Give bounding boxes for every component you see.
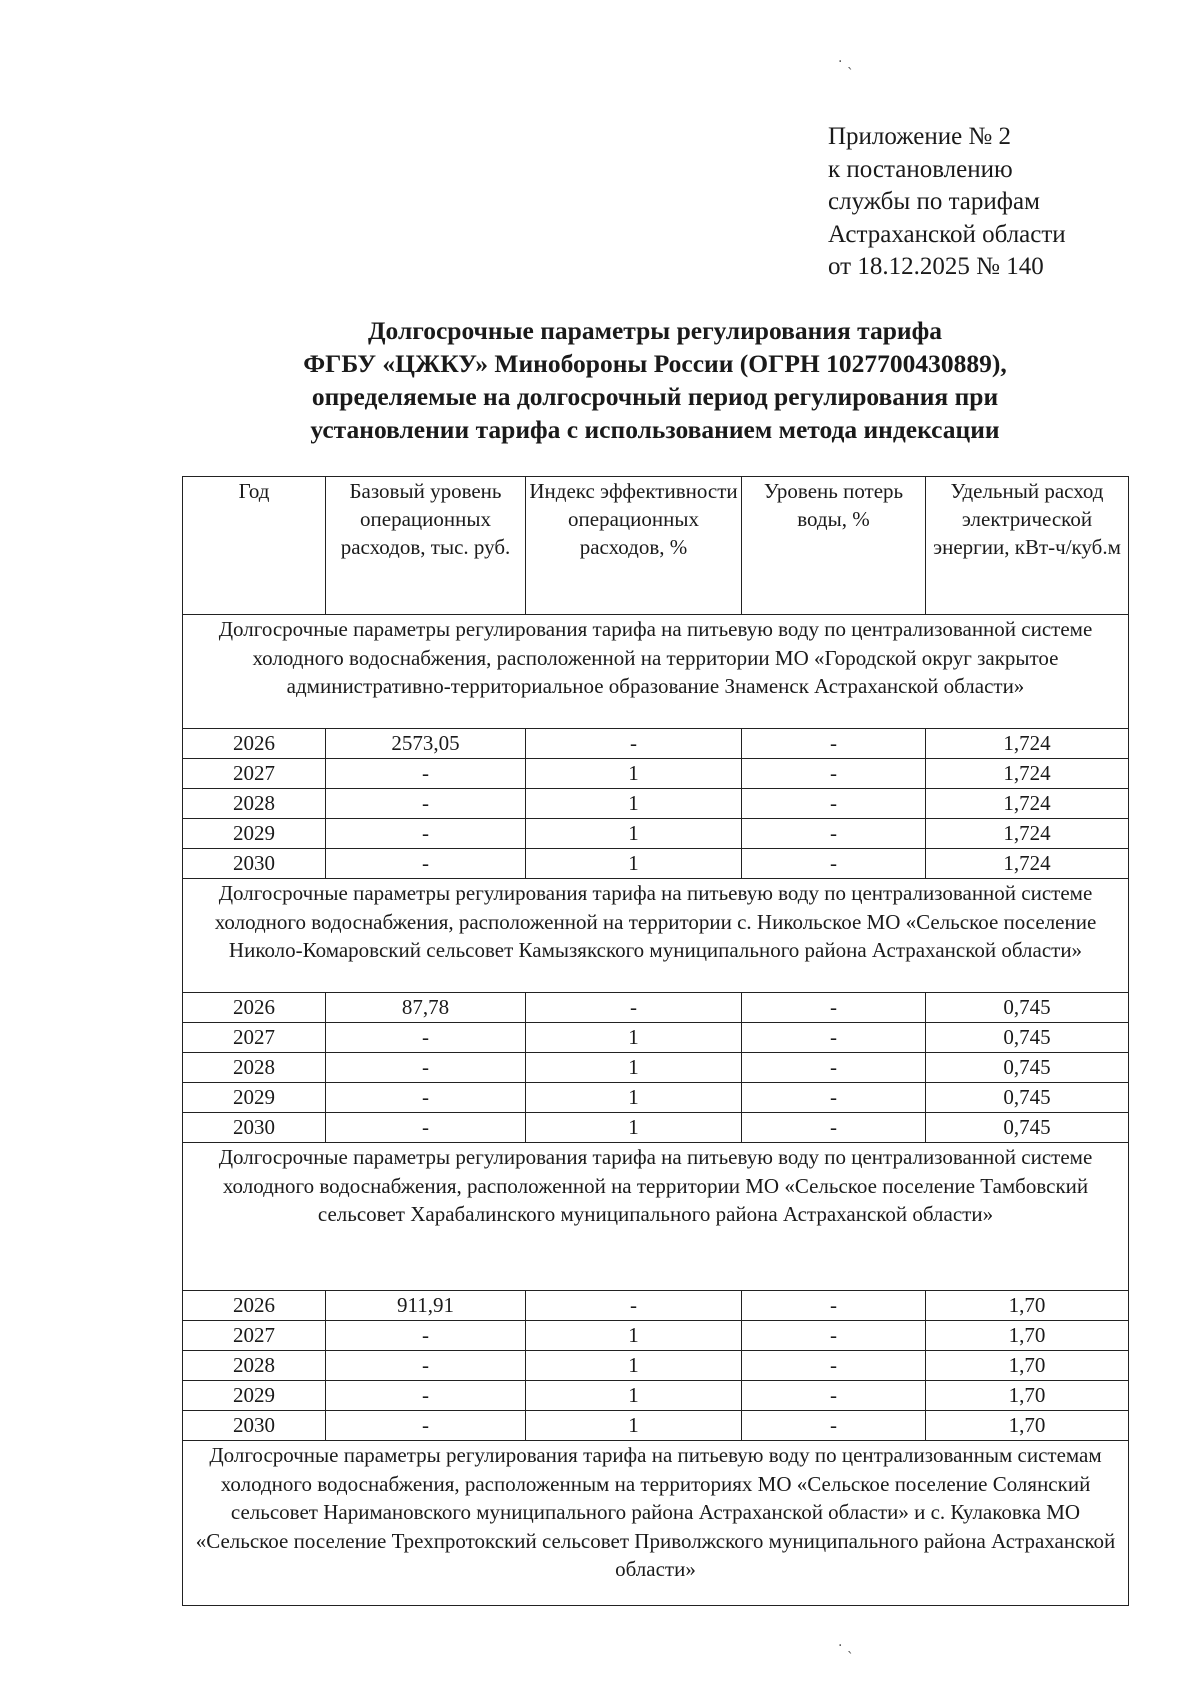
table-row	[183, 789, 1129, 819]
table-cell: 2026	[183, 1291, 326, 1321]
table-cell: 1	[526, 1053, 742, 1083]
table-cell: -	[326, 1113, 526, 1143]
table-cell: 2027	[183, 1321, 326, 1351]
table-cell: -	[326, 1023, 526, 1053]
table-cell: -	[742, 1113, 926, 1143]
table-cell: 2029	[183, 819, 326, 849]
table-cell: 1	[526, 1113, 742, 1143]
table-cell: -	[742, 1023, 926, 1053]
table-cell: -	[742, 1083, 926, 1113]
title-line: Долгосрочные параметры регулирования тарифа	[367, 316, 942, 345]
appendix-line: службы по тарифам	[828, 188, 1040, 215]
header-year: Год	[183, 477, 326, 615]
table-cell: 1	[526, 789, 742, 819]
table-cell: 1,70	[926, 1411, 1129, 1441]
table-cell: -	[326, 1083, 526, 1113]
table-cell: 1,724	[926, 849, 1129, 879]
table-cell: -	[742, 819, 926, 849]
table-cell: 87,78	[326, 993, 526, 1023]
appendix-line: Астраханской области	[828, 220, 1066, 248]
table-cell: 2028	[183, 1053, 326, 1083]
table-cell: 1,724	[926, 789, 1129, 819]
table-cell: 1,70	[926, 1291, 1129, 1321]
table-cell: 2029	[183, 1083, 326, 1113]
header-water-loss: Уровень потерь воды, %	[742, 477, 926, 615]
table-cell: -	[326, 1053, 526, 1083]
table-cell: -	[326, 1411, 526, 1441]
table-cell: 2030	[183, 1113, 326, 1143]
table-cell: 1,724	[926, 759, 1129, 789]
table-cell: -	[326, 1381, 526, 1411]
table-row	[183, 1291, 1129, 1321]
table-cell: 0,745	[926, 993, 1129, 1023]
table-cell: 1,70	[926, 1321, 1129, 1351]
table-cell: 911,91	[326, 1291, 526, 1321]
table-row	[183, 1023, 1129, 1053]
table-cell: 1	[526, 1351, 742, 1381]
appendix-line: Приложение № 2	[828, 123, 1012, 150]
scan-speck: · ˎ	[838, 54, 854, 70]
section-caption: Долгосрочные параметры регулирования тарифа на питьевую воду по централизованной системе холодного водоснабжения, расположенной на территории МО «Сельское поселение Тамбовский сельсовет Харабалинского муниципального района Астраханской области»	[183, 1143, 1129, 1291]
section-row	[183, 615, 1129, 729]
table-cell: 1,70	[926, 1351, 1129, 1381]
table-cell: 0,745	[926, 1083, 1129, 1113]
table-row	[183, 1351, 1129, 1381]
parameters-table	[182, 476, 1129, 1606]
table-cell: -	[326, 819, 526, 849]
table-cell: -	[526, 729, 742, 759]
table-row	[183, 759, 1129, 789]
table-cell: 1	[526, 1083, 742, 1113]
section-row	[183, 879, 1129, 993]
scan-speck: · ˎ	[838, 1638, 854, 1654]
table-cell: 1,70	[926, 1381, 1129, 1411]
table-row	[183, 1053, 1129, 1083]
table-cell: 2026	[183, 729, 326, 759]
title-line: определяемые на долгосрочный период регулирования при	[311, 382, 999, 411]
title-line: ФГБУ «ЦЖКУ» Минобороны России (ОГРН 1027700430889),	[303, 349, 1007, 378]
table-cell: 1	[526, 849, 742, 879]
table-cell: 1	[526, 1321, 742, 1351]
table-cell: -	[742, 789, 926, 819]
table-cell: 2030	[183, 1411, 326, 1441]
table-row	[183, 729, 1129, 759]
table-cell: 0,745	[926, 1053, 1129, 1083]
document-title	[180, 314, 1130, 446]
table-cell: 1	[526, 1411, 742, 1441]
table-cell: 2030	[183, 849, 326, 879]
appendix-block	[828, 121, 1066, 284]
table-cell: -	[742, 993, 926, 1023]
table-cell: 1	[526, 1381, 742, 1411]
table-cell: -	[526, 1291, 742, 1321]
section-caption: Долгосрочные параметры регулирования тарифа на питьевую воду по централизованным системам холодного водоснабжения, расположенным на территориях МО «Сельское поселение Солянский сельсовет Наримановского муниципального района Астраханской области» и с. Кулаковка МО «Сельское поселение Трехпротокский сельсовет Приволжского муниципального района Астраханской области»	[183, 1441, 1129, 1606]
table-cell: 2573,05	[326, 729, 526, 759]
table-cell: 2028	[183, 789, 326, 819]
table-cell: 2026	[183, 993, 326, 1023]
table-cell: 0,745	[926, 1023, 1129, 1053]
table-cell: -	[526, 993, 742, 1023]
header-energy-consumption: Удельный расход электрической энергии, кВт-ч/куб.м	[926, 477, 1129, 615]
table-cell: -	[742, 1291, 926, 1321]
table-body	[183, 615, 1129, 1606]
table-cell: 1,724	[926, 819, 1129, 849]
table-cell: -	[326, 1321, 526, 1351]
table-row	[183, 1321, 1129, 1351]
table-cell: 2028	[183, 1351, 326, 1381]
table-row	[183, 993, 1129, 1023]
table-cell: -	[742, 1411, 926, 1441]
title-line: установлении тарифа с использованием метода индексации	[310, 415, 1000, 444]
table-cell: -	[742, 729, 926, 759]
table-cell: 1	[526, 1023, 742, 1053]
table-header-row	[183, 477, 1129, 615]
table-row	[183, 1113, 1129, 1143]
section-row	[183, 1143, 1129, 1291]
table-cell: -	[742, 759, 926, 789]
table-cell: 1	[526, 759, 742, 789]
table-row	[183, 819, 1129, 849]
table-cell: 1,724	[926, 729, 1129, 759]
table-cell: -	[742, 1351, 926, 1381]
table-row	[183, 1083, 1129, 1113]
section-caption: Долгосрочные параметры регулирования тарифа на питьевую воду по централизованной системе холодного водоснабжения, расположенной на территории МО «Городской округ закрытое административно-территориальное образование Знаменск Астраханской области»	[183, 615, 1129, 729]
header-efficiency-index: Индекс эффективности операционных расходов, %	[526, 477, 742, 615]
table-cell: 1	[526, 819, 742, 849]
table-cell: -	[326, 759, 526, 789]
table-cell: -	[326, 789, 526, 819]
table-row	[183, 849, 1129, 879]
table-cell: -	[742, 1321, 926, 1351]
table-cell: 2029	[183, 1381, 326, 1411]
section-row	[183, 1441, 1129, 1606]
table-cell: -	[326, 849, 526, 879]
appendix-line: от 18.12.2025 № 140	[828, 253, 1044, 280]
header-base-opex: Базовый уровень операционных расходов, тыс. руб.	[326, 477, 526, 615]
table-cell: 2027	[183, 759, 326, 789]
table-row	[183, 1411, 1129, 1441]
section-caption: Долгосрочные параметры регулирования тарифа на питьевую воду по централизованной системе холодного водоснабжения, расположенной на территории с. Никольское МО «Сельское поселение Николо-Комаровский сельсовет Камызякского муниципального района Астраханской области»	[183, 879, 1129, 993]
table-cell: -	[742, 849, 926, 879]
table-cell: -	[742, 1053, 926, 1083]
table-cell: -	[742, 1381, 926, 1411]
table-cell: 0,745	[926, 1113, 1129, 1143]
appendix-line: к постановлению	[828, 155, 1013, 183]
table-cell: 2027	[183, 1023, 326, 1053]
table-cell: -	[326, 1351, 526, 1381]
table-row	[183, 1381, 1129, 1411]
